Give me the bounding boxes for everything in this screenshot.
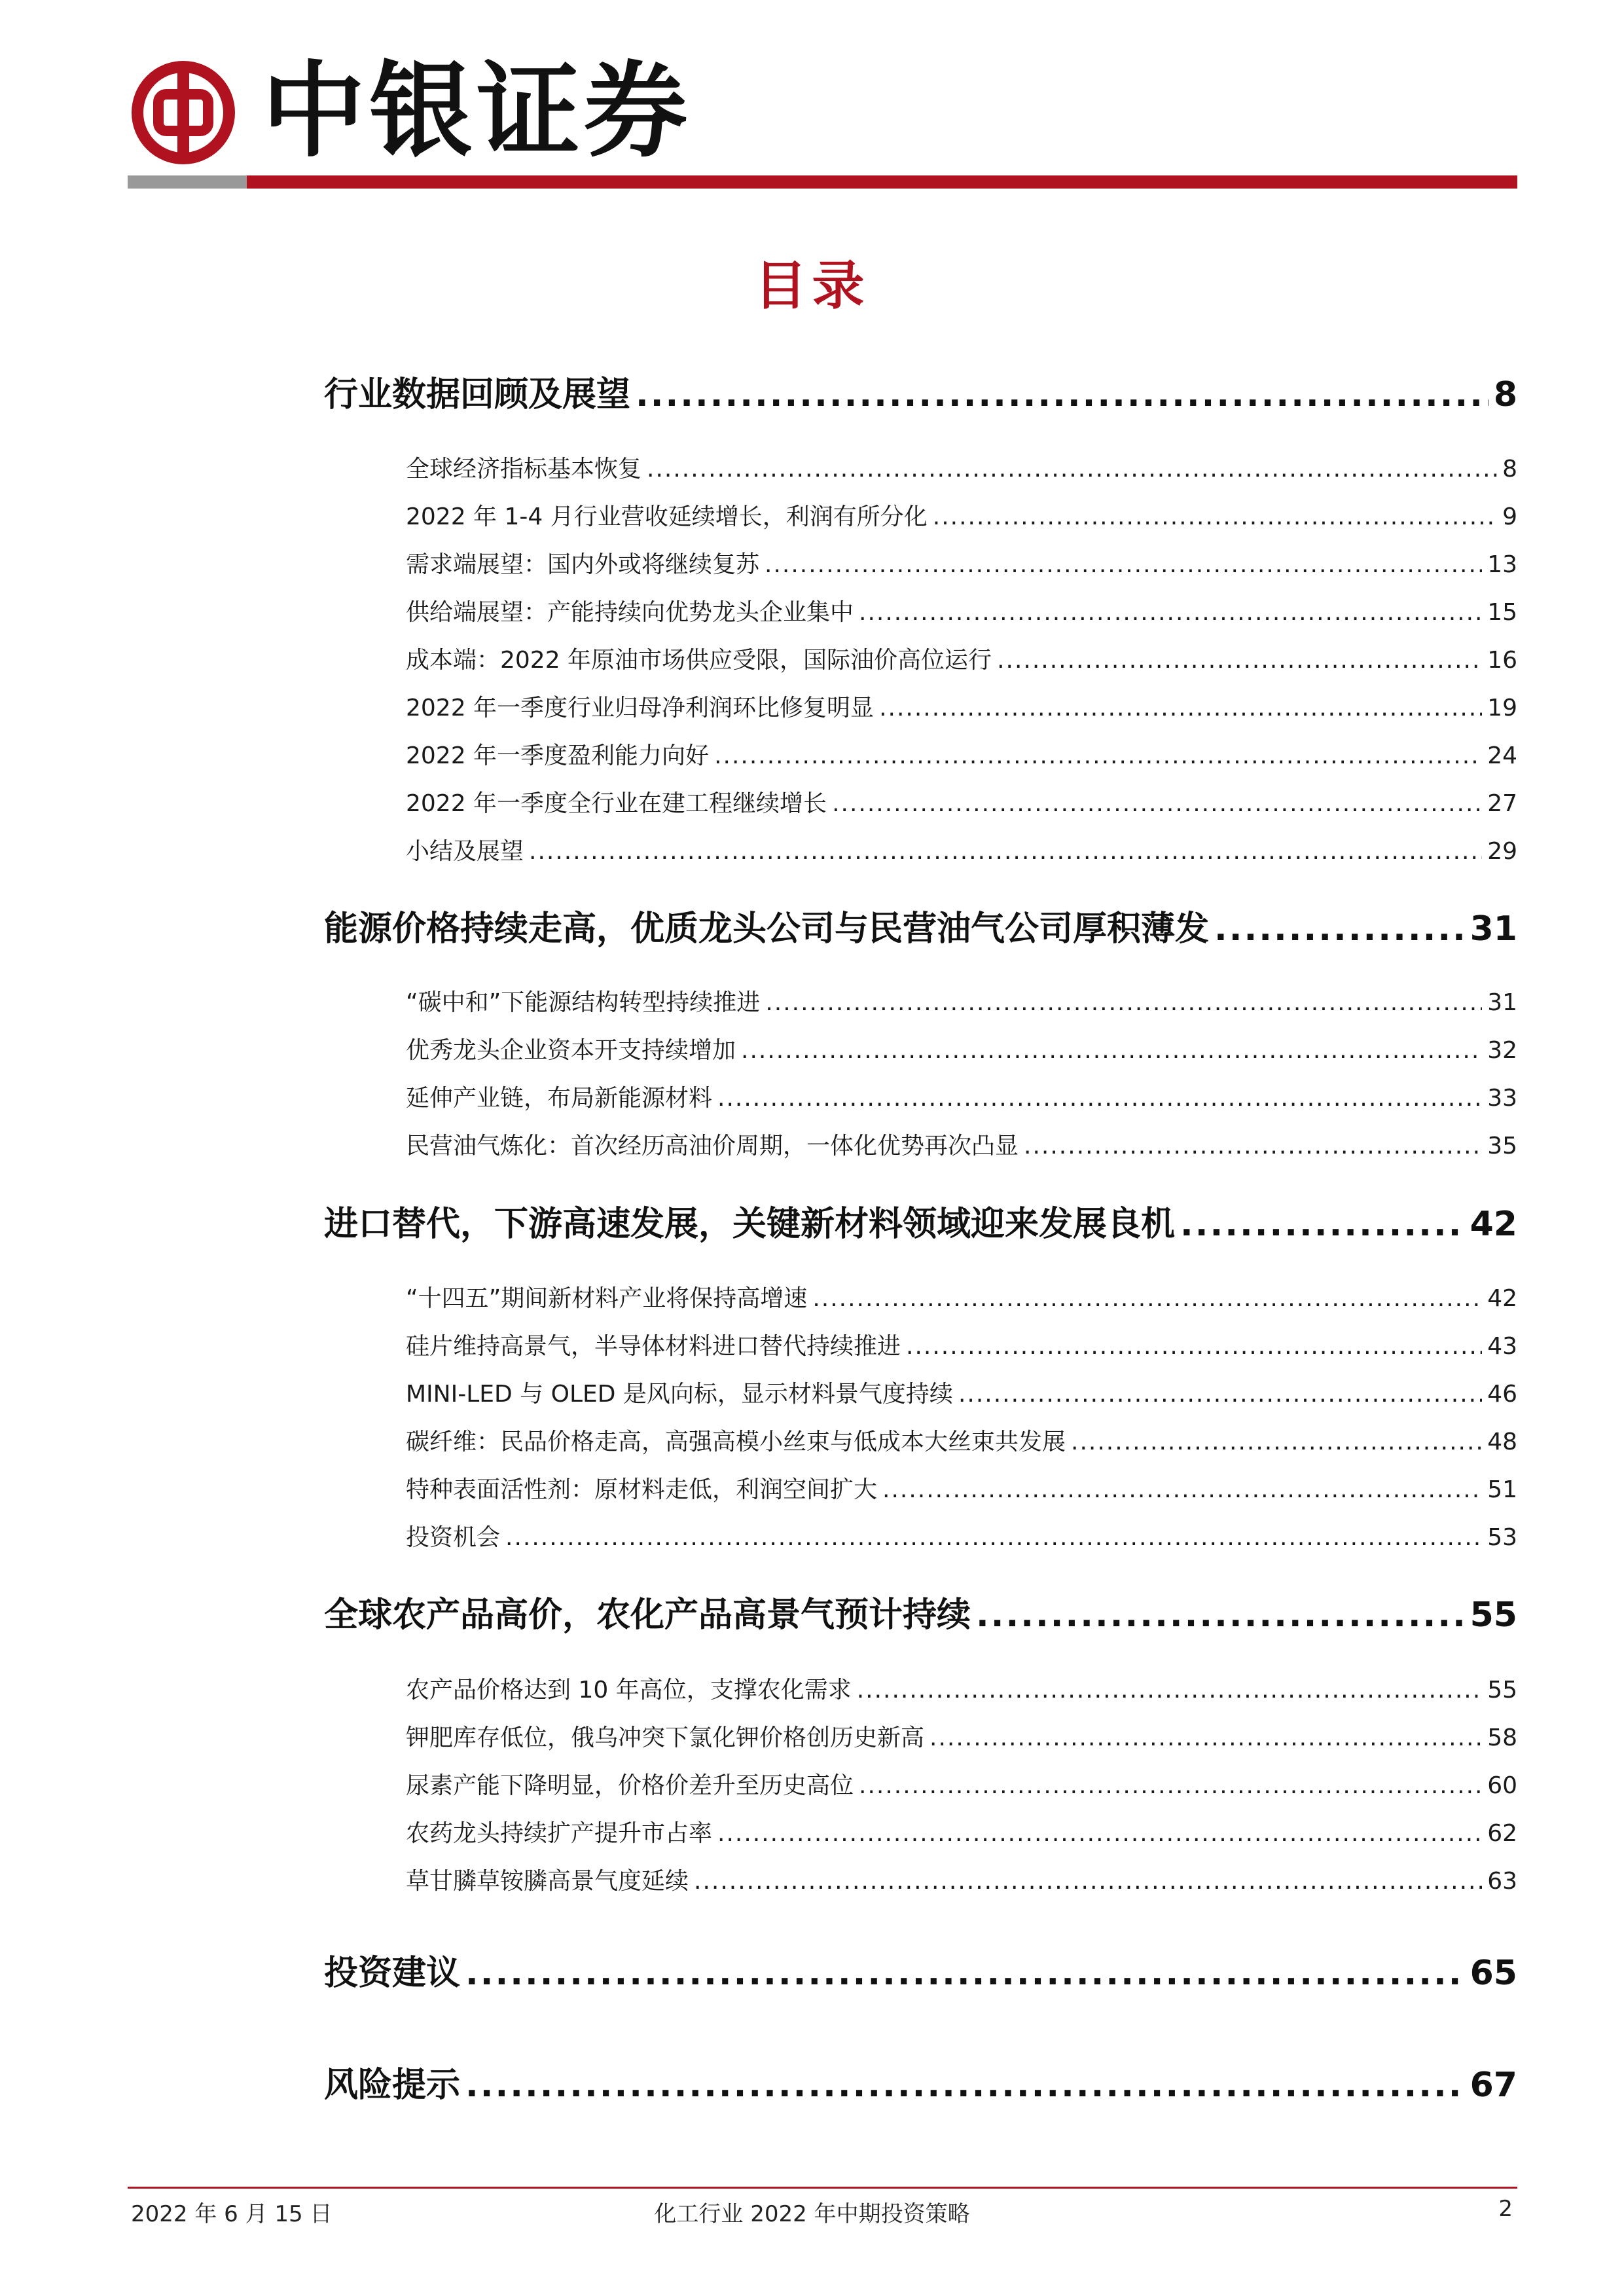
leader-dots bbox=[879, 695, 1482, 721]
toc-item-title: 钾肥库存低位，俄乌冲突下氯化钾价格创历史新高 bbox=[406, 1724, 925, 1751]
toc-item-page: 33 bbox=[1487, 1085, 1517, 1112]
toc-section[interactable] bbox=[324, 1196, 1517, 1248]
toc-item-page: 63 bbox=[1487, 1868, 1517, 1895]
toc-item[interactable] bbox=[406, 1519, 1517, 1556]
toc-item-title: “十四五”期间新材料产业将保持高增速 bbox=[406, 1285, 808, 1312]
toc-item-page: 24 bbox=[1487, 742, 1517, 769]
toc-item-page: 48 bbox=[1487, 1429, 1517, 1455]
toc-item-title: 民营油气炼化：首次经历高油价周期，一体化优势再次凸显 bbox=[406, 1133, 1019, 1159]
toc-section-page: 65 bbox=[1470, 1954, 1517, 1993]
toc-item[interactable] bbox=[406, 498, 1517, 535]
leader-dots bbox=[1071, 1429, 1482, 1455]
toc-title: 目录 bbox=[754, 255, 870, 316]
toc-item-title: 碳纤维：民品价格走高，高强高模小丝束与低成本大丝束共发展 bbox=[406, 1429, 1066, 1455]
toc-item-title: 尿素产能下降明显，价格价差升至历史高位 bbox=[406, 1772, 854, 1799]
toc-item-page: 9 bbox=[1502, 503, 1517, 530]
leader-dots bbox=[647, 456, 1497, 483]
toc-section-title: 投资建议 bbox=[324, 1954, 461, 1993]
toc-item[interactable] bbox=[406, 1423, 1517, 1460]
toc-item-title: 农产品价格达到 10 年高位，支撑农化需求 bbox=[406, 1677, 852, 1704]
toc-item-page: 13 bbox=[1487, 551, 1517, 578]
leader-dots bbox=[717, 1085, 1482, 1112]
leader-dots bbox=[465, 1954, 1465, 1993]
toc-item-page: 43 bbox=[1487, 1333, 1517, 1360]
toc-item-title: 小结及展望 bbox=[406, 838, 524, 865]
leader-dots bbox=[857, 1677, 1482, 1704]
toc-item-title: 供给端展望：产能持续向优势龙头企业集中 bbox=[406, 599, 854, 626]
toc-item-page: 29 bbox=[1487, 838, 1517, 865]
toc-section[interactable] bbox=[324, 2057, 1517, 2109]
leader-dots bbox=[859, 1772, 1482, 1799]
toc-item-title: 硅片维持高景气，半导体材料进口替代持续推进 bbox=[406, 1333, 901, 1360]
brand-name: 中银证券 bbox=[262, 51, 691, 172]
toc-item-page: 8 bbox=[1502, 456, 1517, 483]
toc-item-title: 农药龙头持续扩产提升市占率 bbox=[406, 1820, 713, 1847]
toc-section-page: 31 bbox=[1470, 909, 1517, 949]
toc-item-title: 2022 年一季度全行业在建工程继续增长 bbox=[406, 790, 827, 817]
toc-section[interactable] bbox=[324, 1587, 1517, 1639]
toc-item[interactable] bbox=[406, 1376, 1517, 1412]
leader-dots bbox=[882, 1476, 1482, 1503]
toc-item[interactable] bbox=[406, 785, 1517, 822]
toc-item-page: 53 bbox=[1487, 1524, 1517, 1551]
toc-item[interactable] bbox=[406, 1280, 1517, 1317]
leader-dots bbox=[832, 790, 1482, 817]
toc-item[interactable] bbox=[406, 594, 1517, 630]
leader-dots bbox=[958, 1381, 1482, 1408]
toc-item[interactable] bbox=[406, 1719, 1517, 1756]
leader-dots bbox=[529, 838, 1482, 865]
toc-section-title: 进口替代，下游高速发展，关键新材料领域迎来发展良机 bbox=[324, 1205, 1176, 1244]
toc-item-page: 31 bbox=[1487, 989, 1517, 1016]
leader-dots bbox=[765, 551, 1482, 578]
toc-item[interactable] bbox=[406, 1127, 1517, 1164]
toc-item[interactable] bbox=[406, 1328, 1517, 1364]
toc-item-page: 62 bbox=[1487, 1820, 1517, 1847]
bank-of-china-logo-icon bbox=[131, 60, 236, 165]
footer-page-number: 2 bbox=[1498, 2196, 1513, 2222]
toc-item-page: 15 bbox=[1487, 599, 1517, 626]
toc-item-title: 2022 年一季度盈利能力向好 bbox=[406, 742, 710, 769]
toc-section-page: 8 bbox=[1493, 375, 1517, 414]
toc-section-title: 全球农产品高价，农化产品高景气预计持续 bbox=[324, 1595, 971, 1635]
toc-section-page: 67 bbox=[1470, 2066, 1517, 2105]
toc-section-title: 风险提示 bbox=[324, 2066, 461, 2105]
toc-item-page: 58 bbox=[1487, 1724, 1517, 1751]
leader-dots bbox=[765, 989, 1482, 1016]
toc-item[interactable] bbox=[406, 1032, 1517, 1068]
toc-item-page: 19 bbox=[1487, 695, 1517, 721]
leader-dots bbox=[714, 742, 1482, 769]
toc-item-title: 优秀龙头企业资本开支持续增加 bbox=[406, 1037, 736, 1064]
toc-item[interactable] bbox=[406, 1815, 1517, 1851]
toc-section-title: 能源价格持续走高，优质龙头公司与民营油气公司厚积薄发 bbox=[324, 909, 1210, 949]
toc-item[interactable] bbox=[406, 737, 1517, 774]
toc-item[interactable] bbox=[406, 984, 1517, 1021]
toc-item-title: 草甘膦草铵膦高景气度延续 bbox=[406, 1868, 689, 1895]
leader-dots bbox=[859, 599, 1482, 626]
toc-item[interactable] bbox=[406, 1767, 1517, 1804]
toc-item-page: 32 bbox=[1487, 1037, 1517, 1064]
footer-divider bbox=[128, 2187, 1517, 2189]
toc-item-page: 35 bbox=[1487, 1133, 1517, 1159]
toc-item-page: 60 bbox=[1487, 1772, 1517, 1799]
toc-item-title: 2022 年一季度行业归母净利润环比修复明显 bbox=[406, 695, 875, 721]
toc-section[interactable] bbox=[324, 367, 1517, 419]
toc-item[interactable] bbox=[406, 1671, 1517, 1708]
leader-dots bbox=[465, 2066, 1465, 2105]
toc-item[interactable] bbox=[406, 450, 1517, 487]
toc-item-title: 特种表面活性剂：原材料走低，利润空间扩大 bbox=[406, 1476, 878, 1503]
leader-dots bbox=[1214, 909, 1465, 949]
leader-dots bbox=[1024, 1133, 1482, 1159]
toc-section[interactable] bbox=[324, 901, 1517, 953]
toc-item-title: “碳中和”下能源结构转型持续推进 bbox=[406, 989, 761, 1016]
toc-item-page: 46 bbox=[1487, 1381, 1517, 1408]
toc-section-page: 55 bbox=[1470, 1595, 1517, 1635]
toc-item-page: 55 bbox=[1487, 1677, 1517, 1704]
toc-item-page: 42 bbox=[1487, 1285, 1517, 1312]
toc-item-title: 延伸产业链，布局新能源材料 bbox=[406, 1085, 713, 1112]
toc-item-title: 成本端：2022 年原油市场供应受限，国际油价高位运行 bbox=[406, 647, 992, 674]
leader-dots bbox=[976, 1595, 1465, 1635]
toc-section-page: 42 bbox=[1470, 1205, 1517, 1244]
toc-item[interactable] bbox=[406, 833, 1517, 869]
toc-item-title: MINI-LED 与 OLED 是风向标，显示材料景气度持续 bbox=[406, 1381, 953, 1408]
leader-dots bbox=[717, 1820, 1482, 1847]
leader-dots bbox=[929, 1724, 1482, 1751]
toc-section[interactable] bbox=[324, 1945, 1517, 1997]
toc-item-title: 需求端展望：国内外或将继续复苏 bbox=[406, 551, 760, 578]
toc-item-page: 27 bbox=[1487, 790, 1517, 817]
toc-item-title: 投资机会 bbox=[406, 1524, 501, 1551]
toc-item-page: 16 bbox=[1487, 647, 1517, 674]
leader-dots bbox=[906, 1333, 1482, 1360]
toc-item-page: 51 bbox=[1487, 1476, 1517, 1503]
toc-item[interactable] bbox=[406, 689, 1517, 726]
footer-report-title: 化工行业 2022 年中期投资策略 bbox=[654, 2201, 970, 2227]
toc-item[interactable] bbox=[406, 642, 1517, 678]
leader-dots bbox=[694, 1868, 1482, 1895]
toc-item[interactable] bbox=[406, 1471, 1517, 1508]
toc-item-title: 全球经济指标基本恢复 bbox=[406, 456, 642, 483]
toc-item[interactable] bbox=[406, 1080, 1517, 1116]
leader-dots bbox=[505, 1524, 1482, 1551]
toc-section-title: 行业数据回顾及展望 bbox=[324, 375, 631, 414]
toc-item[interactable] bbox=[406, 546, 1517, 583]
footer-date: 2022 年 6 月 15 日 bbox=[131, 2201, 333, 2227]
leader-dots bbox=[997, 647, 1482, 674]
leader-dots bbox=[636, 375, 1489, 414]
leader-dots bbox=[741, 1037, 1482, 1064]
leader-dots bbox=[933, 503, 1497, 530]
toc-item[interactable] bbox=[406, 1863, 1517, 1899]
leader-dots bbox=[1180, 1205, 1465, 1244]
toc-item-title: 2022 年 1-4 月行业营收延续增长，利润有所分化 bbox=[406, 503, 928, 530]
leader-dots bbox=[812, 1285, 1482, 1312]
header-divider-red bbox=[247, 175, 1517, 189]
header-divider-gray bbox=[128, 175, 247, 189]
